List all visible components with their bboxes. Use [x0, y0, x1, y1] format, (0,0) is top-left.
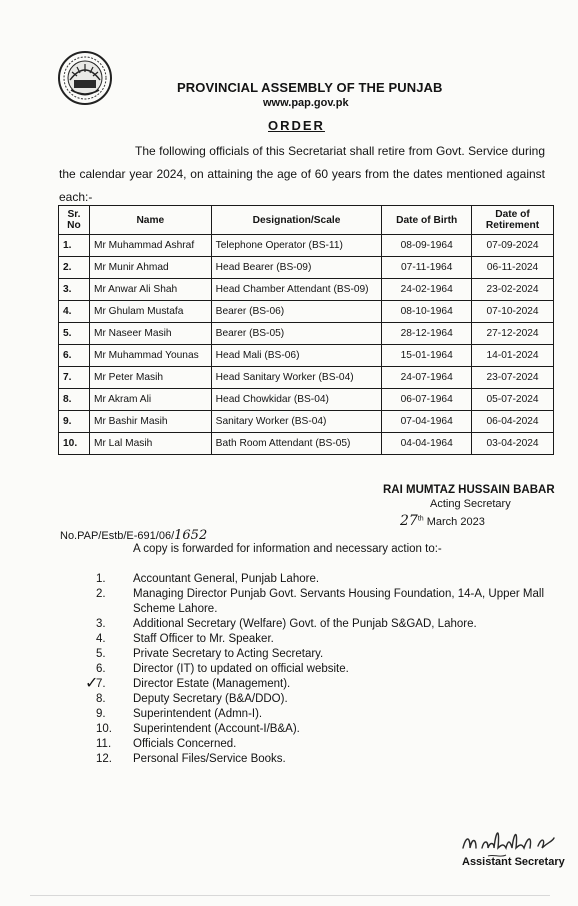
list-item-number: 12. — [96, 753, 112, 765]
cell-designation: Telephone Operator (BS-11) — [211, 235, 382, 257]
list-item-text: Deputy Secretary (B&A/DDO). — [133, 693, 288, 705]
list-item — [96, 647, 556, 662]
cell-designation: Head Chamber Attendant (BS-09) — [211, 279, 382, 301]
cell-sr: 2. — [59, 257, 90, 279]
header-name: Name — [89, 206, 211, 235]
list-item — [96, 737, 556, 752]
reference-handwritten: 1652 — [174, 528, 208, 543]
cell-sr: 8. — [59, 389, 90, 411]
table-row — [59, 323, 554, 345]
cell-name: Mr Ghulam Mustafa — [89, 301, 211, 323]
list-item — [96, 692, 556, 707]
list-item-text: Director Estate (Management). — [133, 678, 291, 690]
table-row — [59, 411, 554, 433]
list-item-number: 9. — [96, 708, 106, 720]
list-item — [96, 587, 556, 617]
header-designation: Designation/Scale — [211, 206, 382, 235]
list-item-number: 6. — [96, 663, 106, 675]
table-row — [59, 279, 554, 301]
date-day-handwritten: 27 — [400, 513, 418, 529]
website-text: www.pap.gov.pk — [263, 97, 349, 109]
handwritten-signature-icon — [458, 818, 558, 860]
cell-retirement: 06-11-2024 — [472, 257, 554, 279]
list-item-number: 5. — [96, 648, 106, 660]
list-item-text: Director (IT) to updated on official website. — [133, 663, 349, 675]
list-item — [96, 722, 556, 737]
cell-name: Mr Lal Masih — [89, 433, 211, 455]
bottom-divider — [30, 895, 550, 896]
cell-dob: 15-01-1964 — [382, 345, 472, 367]
cell-retirement: 14-01-2024 — [472, 345, 554, 367]
table-row — [59, 345, 554, 367]
header-sr: Sr. No — [59, 206, 90, 235]
cell-name: Mr Muhammad Younas — [89, 345, 211, 367]
cell-designation: Head Sanitary Worker (BS-04) — [211, 367, 382, 389]
cell-designation: Bearer (BS-06) — [211, 301, 382, 323]
cell-retirement: 03-04-2024 — [472, 433, 554, 455]
table-body — [59, 235, 554, 455]
list-item-number: 2. — [96, 588, 106, 600]
assembly-emblem-icon — [57, 50, 113, 106]
cell-dob: 08-10-1964 — [382, 301, 472, 323]
list-item — [96, 617, 556, 632]
list-item-number: 7. — [96, 678, 106, 690]
order-heading: ORDER — [268, 118, 325, 133]
list-item-text: Managing Director Punjab Govt. Servants Housing Foundation, 14-A, Upper Mall Scheme Lahore. — [133, 588, 545, 615]
cell-sr: 4. — [59, 301, 90, 323]
cell-designation: Head Chowkidar (BS-04) — [211, 389, 382, 411]
list-item-number: 8. — [96, 693, 106, 705]
list-item-text: Superintendent (Admn-I). — [133, 708, 263, 720]
list-item-number: 1. — [96, 573, 106, 585]
signatory-date — [400, 513, 485, 529]
cell-dob: 07-04-1964 — [382, 411, 472, 433]
list-item — [96, 707, 556, 722]
table-row — [59, 257, 554, 279]
cell-name: Mr Munir Ahmad — [89, 257, 211, 279]
list-item-text: Additional Secretary (Welfare) Govt. of the Punjab S&GAD, Lahore. — [133, 618, 477, 630]
retirement-table — [58, 205, 554, 455]
cell-dob: 24-07-1964 — [382, 367, 472, 389]
cell-name: Mr Muhammad Ashraf — [89, 235, 211, 257]
cell-designation: Head Mali (BS-06) — [211, 345, 382, 367]
cell-sr: 9. — [59, 411, 90, 433]
table-row — [59, 235, 554, 257]
header-dob: Date of Birth — [382, 206, 472, 235]
reference-number — [60, 528, 207, 543]
list-item-number: 3. — [96, 618, 106, 630]
cell-sr: 7. — [59, 367, 90, 389]
list-item — [96, 572, 556, 587]
signatory-name: RAI MUMTAZ HUSSAIN BABAR — [383, 484, 555, 496]
copy-forward-text: A copy is forwarded for information and necessary action to:- — [133, 543, 442, 555]
assistant-secretary-label: Assistant Secretary — [462, 856, 565, 868]
order-body-paragraph: The following officials of this Secretariat shall retire from Govt. Service during the calendar year 2024, on attaining the age of 60 years from the dates mentioned against each:- — [59, 144, 545, 204]
cell-name: Mr Naseer Masih — [89, 323, 211, 345]
reference-prefix: No.PAP/Estb/E-691/06/ — [60, 530, 175, 542]
cell-retirement: 23-02-2024 — [472, 279, 554, 301]
cell-name: Mr Peter Masih — [89, 367, 211, 389]
cell-sr: 1. — [59, 235, 90, 257]
list-item — [96, 632, 556, 647]
cell-retirement: 27-12-2024 — [472, 323, 554, 345]
table-row — [59, 389, 554, 411]
distribution-list — [96, 572, 556, 767]
date-suffix: th — [417, 515, 424, 523]
cell-designation: Bearer (BS-05) — [211, 323, 382, 345]
list-item — [96, 677, 556, 692]
list-item-text: Superintendent (Account-I/B&A). — [133, 723, 300, 735]
list-item-number: 11. — [96, 738, 112, 750]
cell-dob: 08-09-1964 — [382, 235, 472, 257]
list-item-text: Staff Officer to Mr. Speaker. — [133, 633, 274, 645]
cell-retirement: 07-10-2024 — [472, 301, 554, 323]
cell-retirement: 23-07-2024 — [472, 367, 554, 389]
table-row — [59, 301, 554, 323]
check-mark-icon: ✓ — [85, 673, 99, 692]
signatory-designation: Acting Secretary — [430, 498, 511, 510]
cell-sr: 3. — [59, 279, 90, 301]
page-title: PROVINCIAL ASSEMBLY OF THE PUNJAB — [177, 80, 443, 95]
cell-dob: 28-12-1964 — [382, 323, 472, 345]
list-item — [96, 752, 556, 767]
cell-sr: 5. — [59, 323, 90, 345]
cell-dob: 24-02-1964 — [382, 279, 472, 301]
list-item-text: Officials Concerned. — [133, 738, 237, 750]
cell-name: Mr Akram Ali — [89, 389, 211, 411]
cell-sr: 6. — [59, 345, 90, 367]
list-item-number: 4. — [96, 633, 106, 645]
cell-designation: Bath Room Attendant (BS-05) — [211, 433, 382, 455]
cell-retirement: 07-09-2024 — [472, 235, 554, 257]
list-item — [96, 662, 556, 677]
date-month-year: March 2023 — [426, 516, 485, 528]
list-item-number: 10. — [96, 723, 112, 735]
list-item-text: Accountant General, Punjab Lahore. — [133, 573, 320, 585]
cell-designation: Head Bearer (BS-09) — [211, 257, 382, 279]
cell-dob: 06-07-1964 — [382, 389, 472, 411]
header-retirement: Date of Retirement — [472, 206, 554, 235]
cell-dob: 04-04-1964 — [382, 433, 472, 455]
list-item-text: Private Secretary to Acting Secretary. — [133, 648, 324, 660]
cell-name: Mr Anwar Ali Shah — [89, 279, 211, 301]
cell-name: Mr Bashir Masih — [89, 411, 211, 433]
cell-sr: 10. — [59, 433, 90, 455]
cell-dob: 07-11-1964 — [382, 257, 472, 279]
cell-retirement: 06-04-2024 — [472, 411, 554, 433]
cell-designation: Sanitary Worker (BS-04) — [211, 411, 382, 433]
list-item-text: Personal Files/Service Books. — [133, 753, 286, 765]
table-row — [59, 367, 554, 389]
table-row — [59, 433, 554, 455]
table-header-row — [59, 206, 554, 235]
cell-retirement: 05-07-2024 — [472, 389, 554, 411]
